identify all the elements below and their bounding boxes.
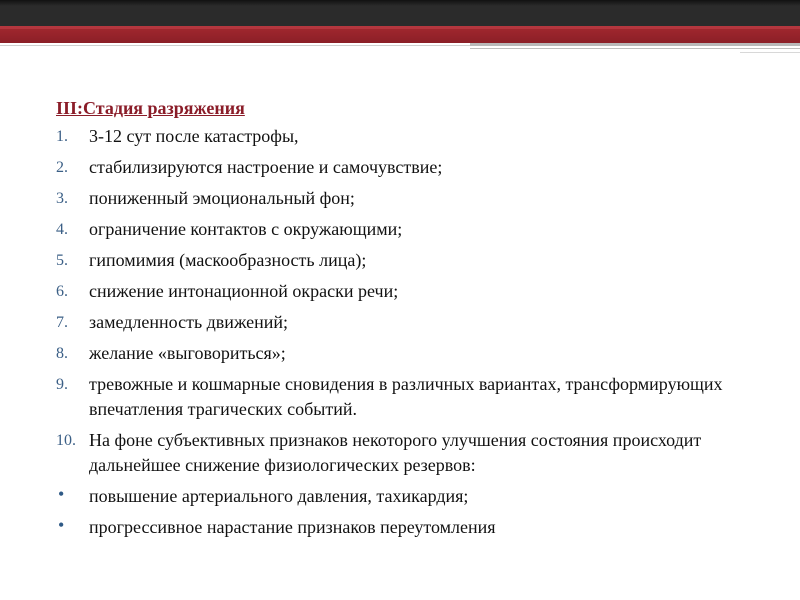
list-item-text: 3-12 сут после катастрофы, xyxy=(89,126,299,146)
list-item xyxy=(56,186,746,211)
list-item-text: замедленность движений; xyxy=(89,312,289,332)
slide-item-list xyxy=(56,124,746,540)
list-marker: 3. xyxy=(56,190,68,207)
header-red-stripe xyxy=(0,26,800,43)
list-marker: 2. xyxy=(56,159,68,176)
bullet-icon: • xyxy=(58,484,65,504)
slide-heading: III:Стадия разряжения xyxy=(56,98,245,118)
list-marker: 4. xyxy=(56,221,68,238)
list-item xyxy=(56,310,746,335)
list-item xyxy=(56,372,746,422)
list-marker: 6. xyxy=(56,283,68,300)
list-item-text: повышение артериального давления, тахикардия; xyxy=(89,486,469,506)
list-marker: 9. xyxy=(56,376,68,393)
list-item xyxy=(56,248,746,273)
list-item xyxy=(56,217,746,242)
list-item xyxy=(56,428,746,478)
rule-line xyxy=(470,48,800,49)
list-item-text: прогрессивное нарастание признаков переутомления xyxy=(89,517,496,537)
list-item xyxy=(56,484,746,509)
rule-line xyxy=(470,43,800,46)
list-marker: 7. xyxy=(56,314,68,331)
list-item-text: На фоне субъективных признаков некоторого улучшения состояния происходит дальнейшее снижение физиологических резервов: xyxy=(89,430,702,475)
slide-content xyxy=(56,96,746,546)
list-item-text: ограничение контактов с окружающими; xyxy=(89,219,403,239)
list-item-text: тревожные и кошмарные сновидения в различных вариантах, трансформирующих впечатления трагических событий. xyxy=(89,374,723,419)
list-item-text: гипомимия (маскообразность лица); xyxy=(89,250,367,270)
list-item-text: снижение интонационной окраски речи; xyxy=(89,281,399,301)
bullet-icon: • xyxy=(58,515,65,535)
list-item xyxy=(56,341,746,366)
list-item xyxy=(56,155,746,180)
list-item xyxy=(56,515,746,540)
list-marker: 10. xyxy=(56,432,76,449)
list-marker: 5. xyxy=(56,252,68,269)
list-item-text: стабилизируются настроение и самочувствие; xyxy=(89,157,443,177)
list-marker: 1. xyxy=(56,128,68,145)
header-shadow xyxy=(0,0,800,6)
list-item xyxy=(56,124,746,149)
list-item xyxy=(56,279,746,304)
list-item-text: пониженный эмоциональный фон; xyxy=(89,188,355,208)
header-rule-lines xyxy=(0,43,800,57)
rule-line xyxy=(740,52,800,53)
list-item-text: желание «выговориться»; xyxy=(89,343,286,363)
list-marker: 8. xyxy=(56,345,68,362)
